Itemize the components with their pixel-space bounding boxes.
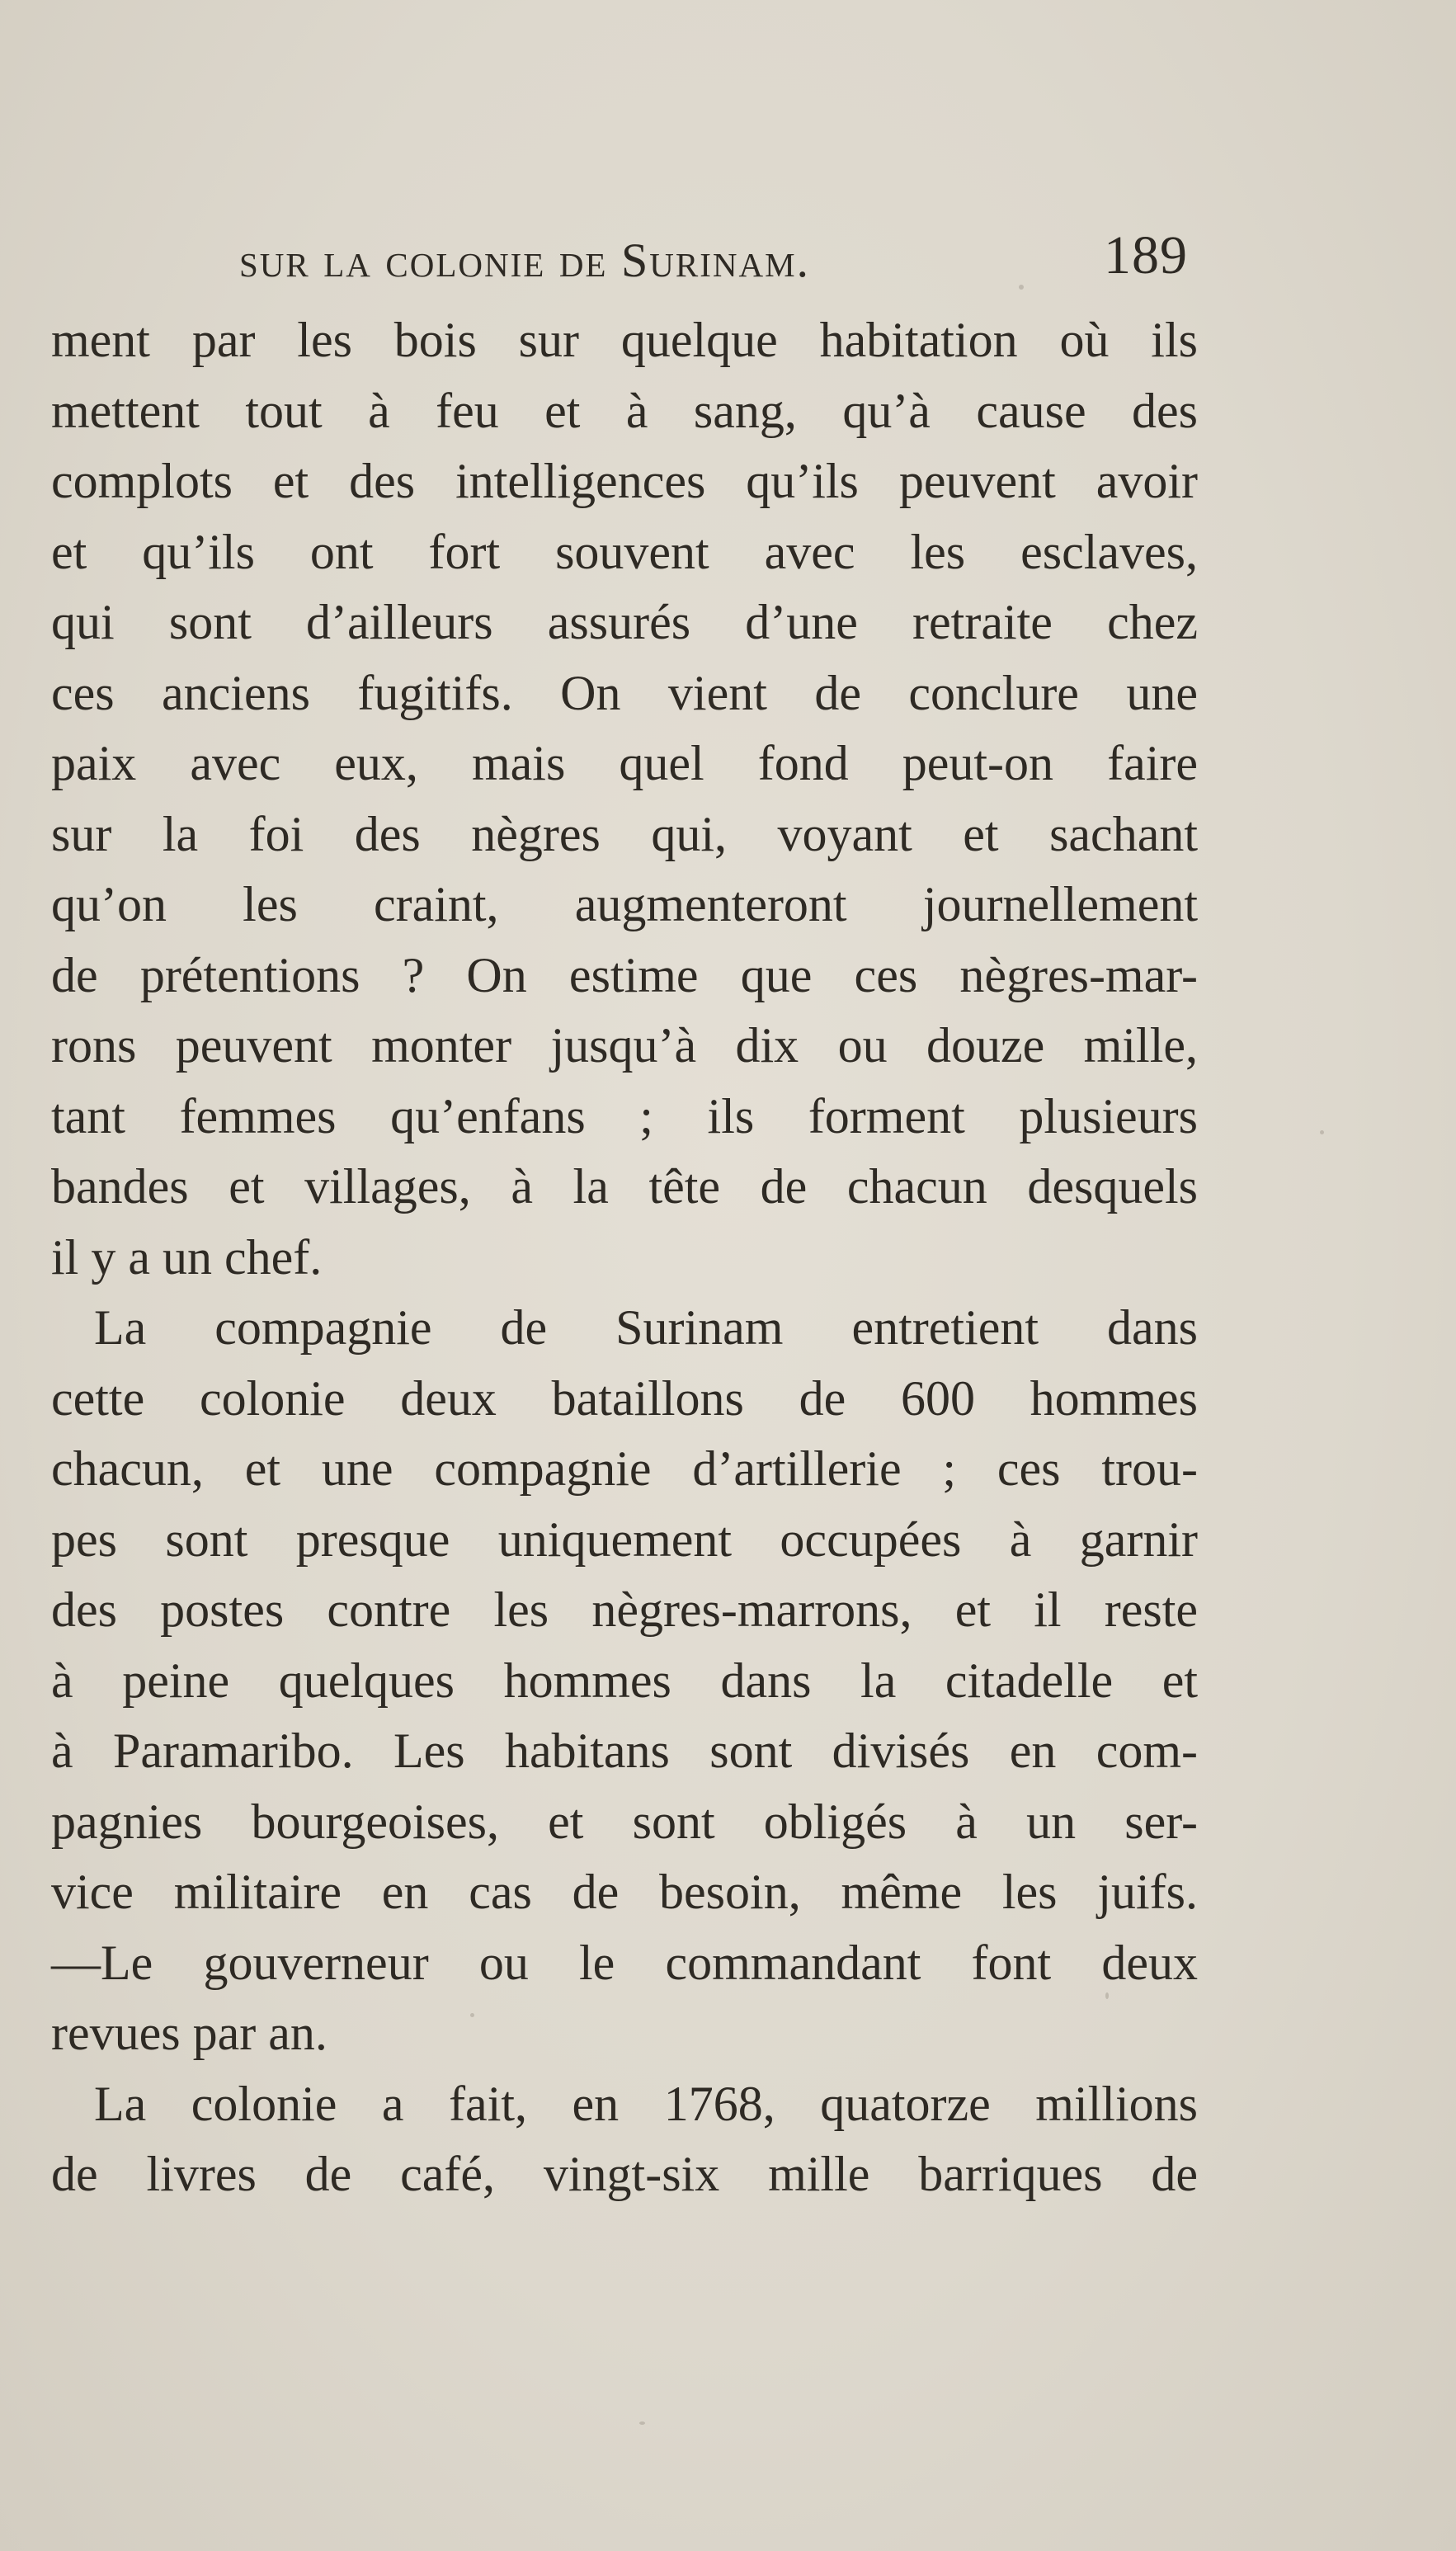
text-line: bandes et villages, à la tête de chacun desquels xyxy=(51,1159,1198,1214)
text-line: et qu’ils ont fort souvent avec les esclaves, xyxy=(51,524,1198,579)
text-line: à Paramaribo. Les habitans sont divisés en com- xyxy=(51,1723,1198,1778)
text-line: ment par les bois sur quelque habitation où ils xyxy=(51,313,1198,367)
text-line: de livres de café, vingt-six mille barriques de xyxy=(51,2147,1198,2201)
paper-speck xyxy=(639,2421,645,2425)
text-line: paix avec eux, mais quel fond peut-on faire xyxy=(51,736,1198,790)
text-line: cette colonie deux bataillons de 600 hommes xyxy=(51,1370,1198,1426)
text-line: de prétentions ? On estime que ces nègres-mar- xyxy=(51,947,1198,1002)
running-title: sur la colonie de Surinam. xyxy=(239,233,811,287)
page-number: 189 xyxy=(1104,225,1188,285)
text-line: mettent tout à feu et à sang, qu’à cause des xyxy=(51,383,1198,438)
text-line: ces anciens fugitifs. On vient de conclure une xyxy=(51,665,1198,720)
text-line: La compagnie de Surinam entretient dans xyxy=(94,1300,1198,1355)
text-line: chacun, et une compagnie d’artillerie ; ces trou- xyxy=(51,1441,1198,1496)
text-line: il y a un chef. xyxy=(51,1229,323,1285)
text-line: La colonie a fait, en 1768, quatorze millions xyxy=(94,2076,1198,2131)
text-line: qu’on les craint, augmenteront journellement xyxy=(51,877,1198,931)
text-line: pes sont presque uniquement occupées à garnir xyxy=(51,1511,1198,1567)
text-line: —Le gouverneur ou le commandant font deux xyxy=(51,1935,1198,1990)
text-line: tant femmes qu’enfans ; ils forment plusieurs xyxy=(51,1088,1198,1143)
text-line: qui sont d’ailleurs assurés d’une retraite chez xyxy=(51,595,1198,649)
text-line: vice militaire en cas de besoin, même les juifs. xyxy=(51,1865,1198,1919)
paper-speck xyxy=(1320,1130,1324,1134)
text-line: complots et des intelligences qu’ils peuvent avoir xyxy=(51,454,1198,508)
text-line: à peine quelques hommes dans la citadelle et xyxy=(51,1653,1198,1708)
text-line: des postes contre les nègres-marrons, et il reste xyxy=(51,1582,1198,1637)
text-line: revues par an. xyxy=(51,2006,327,2060)
running-head xyxy=(239,216,1188,290)
body-text xyxy=(51,305,1198,2210)
text-line: sur la foi des nègres qui, voyant et sachant xyxy=(51,806,1198,861)
text-line: pagnies bourgeoises, et sont obligés à un ser- xyxy=(51,1794,1198,1849)
text-line: rons peuvent monter jusqu’à dix ou douze mille, xyxy=(51,1018,1198,1073)
